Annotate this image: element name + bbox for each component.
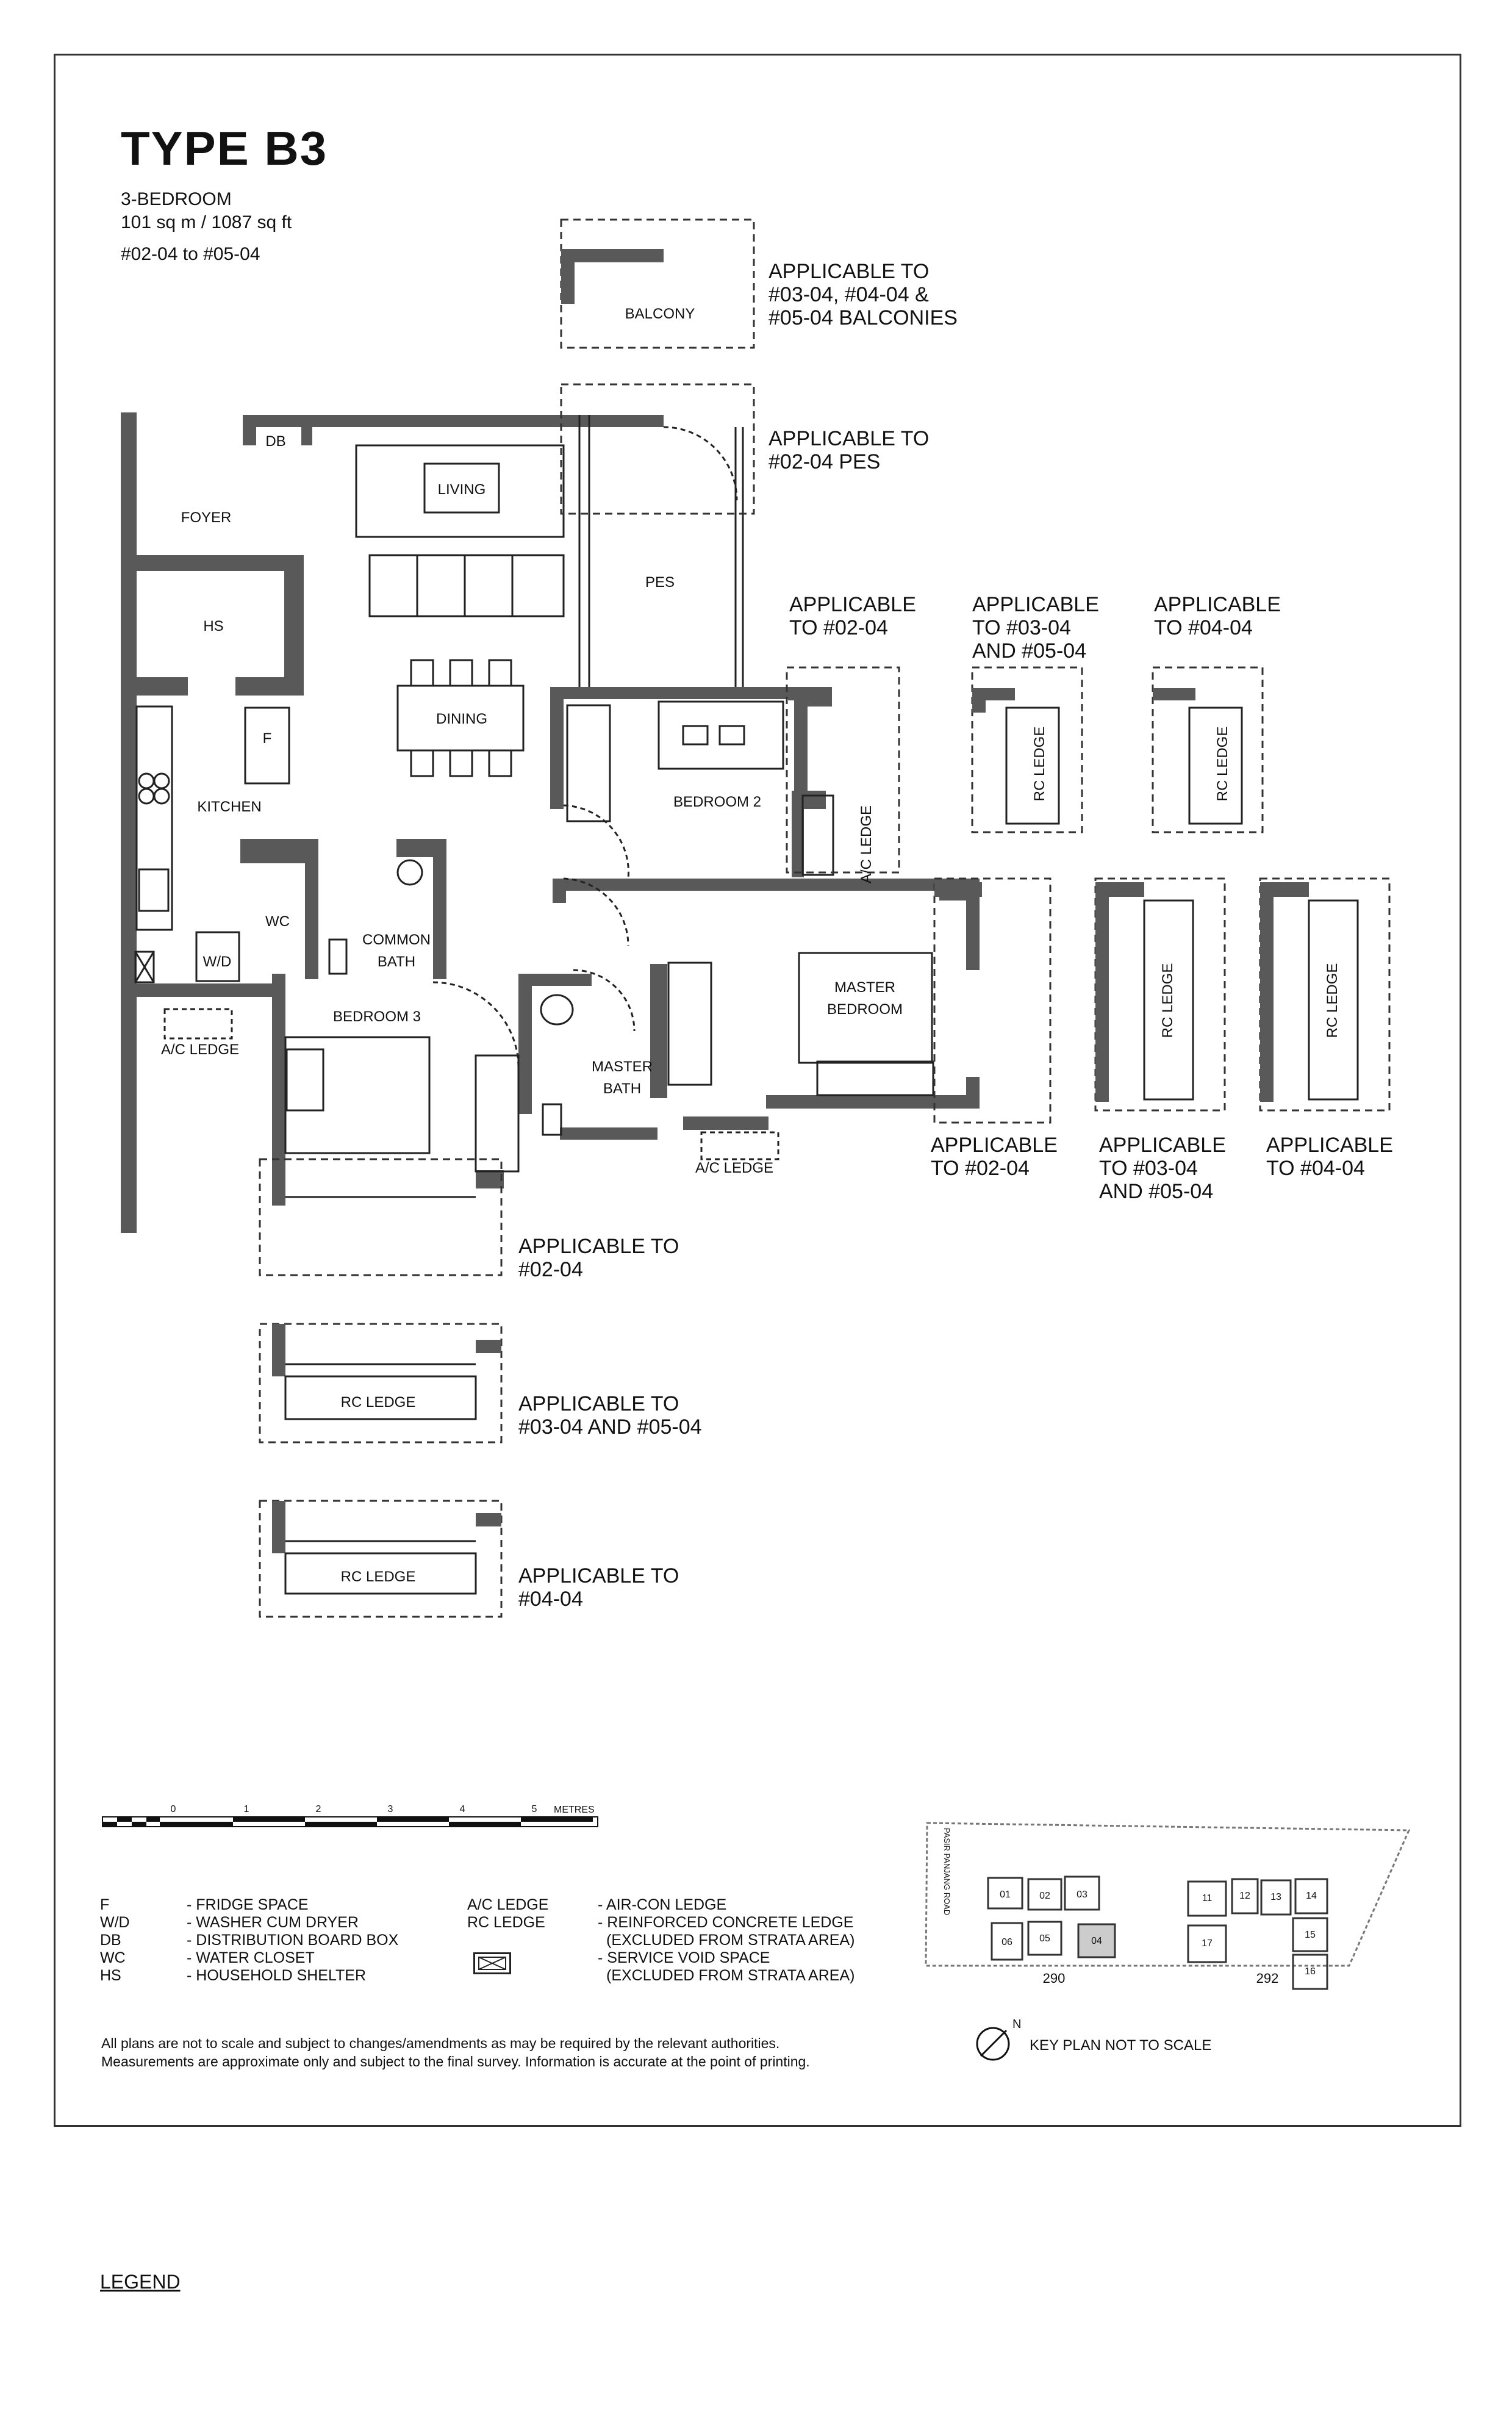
block-05: 05	[1039, 1933, 1050, 1944]
note-line: APPLICABLE TO	[518, 1564, 679, 1587]
service-void-icon	[473, 1952, 511, 1974]
common-bath-label-2: BATH	[377, 954, 416, 970]
scale-tick-5: 5	[531, 1804, 537, 1814]
legend-value: - REINFORCED CONCRETE LEDGE	[598, 1914, 854, 1931]
hs-label: HS	[203, 618, 224, 635]
fridge-label: F	[262, 730, 272, 747]
legend-key: W/D	[100, 1914, 130, 1931]
pes-label: PES	[645, 574, 675, 591]
balcony-label: BALCONY	[625, 306, 695, 322]
applicable-units: #02-04 to #05-04	[121, 244, 260, 264]
legend-key: DB	[100, 1932, 121, 1949]
kitchen-label: KITCHEN	[197, 799, 262, 815]
note-line: APPLICABLE TO	[518, 1392, 679, 1415]
legend-left-keys	[100, 1896, 130, 1985]
note-line: TO #02-04	[789, 616, 888, 639]
note-line: AND #05-04	[1099, 1180, 1214, 1203]
disclaimer-line-2: Measurements are approximate only and subject to the final survey. Information is accurate at the point of printing.	[101, 2054, 810, 2069]
note-line: APPLICABLE TO	[769, 427, 930, 450]
block-02: 02	[1039, 1891, 1050, 1901]
master-0404-note	[1266, 1134, 1393, 1180]
db-label: DB	[265, 433, 286, 450]
disclaimer-line-1: All plans are not to scale and subject to changes/amendments as may be required by the relevant authorities.	[101, 2035, 780, 2051]
block-290-label: 290	[1042, 1971, 1066, 1986]
balcony-note	[769, 260, 958, 329]
note-line: TO #02-04	[931, 1157, 1030, 1180]
walls	[121, 412, 980, 1233]
note-line: TO #03-04	[972, 616, 1071, 639]
note-line: AND #05-04	[972, 639, 1087, 663]
master-bath-label-2: BATH	[603, 1080, 642, 1097]
bed3-0304-note	[518, 1392, 702, 1439]
block-01: 01	[1000, 1889, 1011, 1900]
unit-area: 101 sq m / 1087 sq ft	[121, 212, 292, 232]
bed3-0404-note	[518, 1564, 679, 1611]
note-line: APPLICABLE	[972, 593, 1099, 616]
bed2-0304-note	[972, 593, 1099, 663]
legend-key: A/C LEDGE	[467, 1896, 549, 1913]
note-line: TO #04-04	[1266, 1157, 1365, 1180]
master-bath-label: MASTER	[591, 1059, 653, 1075]
scale-tick-4: 4	[459, 1804, 465, 1814]
rc-ledge-0404-label: RC LEDGE	[340, 1569, 416, 1585]
scale-tick-2: 2	[315, 1804, 321, 1814]
pes-note	[769, 427, 929, 473]
bed3-0204-note	[518, 1235, 679, 1281]
block-13: 13	[1270, 1892, 1281, 1902]
rc-ledge-master-0304-label: RC LEDGE	[1159, 963, 1176, 1038]
legend-title: LEGEND	[100, 2271, 181, 2293]
note-line: #03-04, #04-04 &	[769, 283, 929, 306]
note-line: #05-04 BALCONIES	[769, 306, 958, 329]
master-bedroom-label: MASTER	[834, 979, 896, 996]
wc-label: WC	[265, 913, 290, 930]
ac-ledge-left-label: A/C LEDGE	[160, 1041, 240, 1058]
legend-key: F	[100, 1896, 110, 1913]
north-arrow-icon	[977, 2018, 1021, 2060]
note-line: APPLICABLE	[1154, 593, 1281, 616]
bed2-0404-note	[1154, 593, 1281, 639]
north-label: N	[1012, 2018, 1022, 2031]
legend-key: WC	[100, 1949, 126, 1966]
scale-unit: METRES	[554, 1805, 595, 1815]
bedroom2-label: BEDROOM 2	[673, 794, 762, 810]
key-plan-caption: KEY PLAN NOT TO SCALE	[1030, 2037, 1212, 2054]
note-line: #02-04	[518, 1258, 583, 1281]
note-line: #03-04 AND #05-04	[518, 1415, 702, 1439]
note-line: APPLICABLE	[931, 1134, 1058, 1157]
legend-value: (EXCLUDED FROM STRATA AREA)	[606, 1967, 855, 1984]
key-plan-map	[915, 1806, 1427, 2062]
block-292-label: 292	[1256, 1971, 1279, 1986]
living-label: LIVING	[437, 481, 486, 498]
block-14: 14	[1306, 1891, 1317, 1901]
legend-value: (EXCLUDED FROM STRATA AREA)	[606, 1932, 855, 1949]
block-03: 03	[1077, 1889, 1087, 1900]
master-bedroom-label-2: BEDROOM	[826, 1001, 903, 1018]
rc-ledge-bed2-0404-label: RC LEDGE	[1214, 726, 1231, 802]
note-line: APPLICABLE	[1266, 1134, 1393, 1157]
master-0204-note	[931, 1134, 1058, 1180]
foyer-label: FOYER	[181, 509, 232, 526]
legend-value: - AIR-CON LEDGE	[598, 1896, 727, 1913]
scale-bar	[98, 1800, 610, 1834]
block-06: 06	[1001, 1937, 1012, 1947]
legend-left-values	[187, 1896, 398, 1985]
note-line: APPLICABLE TO	[518, 1235, 679, 1258]
scale-tick-0: 0	[170, 1804, 176, 1814]
legend-value: - FRIDGE SPACE	[187, 1896, 309, 1913]
block-17: 17	[1202, 1938, 1213, 1949]
room-labels	[161, 306, 1341, 1585]
legend-value: - SERVICE VOID SPACE	[598, 1949, 770, 1966]
scale-tick-1: 1	[243, 1804, 249, 1814]
rc-ledge-bed2-0304-label: RC LEDGE	[1031, 726, 1048, 802]
master-0304-note	[1099, 1134, 1226, 1203]
block-11: 11	[1202, 1893, 1213, 1904]
legend-value: - WATER CLOSET	[187, 1949, 315, 1966]
block-16: 16	[1305, 1966, 1316, 1977]
scale-tick-3: 3	[387, 1804, 393, 1814]
rc-ledge-0304-label: RC LEDGE	[340, 1394, 416, 1411]
block-04: 04	[1091, 1936, 1102, 1946]
legend-key: HS	[100, 1967, 121, 1984]
wd-label: W/D	[202, 954, 232, 970]
key-plan	[915, 2270, 1427, 2416]
legend-right-keys	[467, 1896, 548, 1932]
note-line: APPLICABLE	[1099, 1134, 1226, 1157]
block-12: 12	[1239, 1891, 1250, 1901]
plan-title: TYPE B3	[121, 121, 328, 175]
bed2-0204-note	[789, 593, 916, 639]
legend-key: RC LEDGE	[467, 1914, 545, 1931]
note-line: APPLICABLE TO	[769, 260, 930, 283]
legend-value: - DISTRIBUTION BOARD BOX	[187, 1932, 399, 1949]
note-line: TO #04-04	[1154, 616, 1253, 639]
note-line: #02-04 PES	[769, 450, 881, 473]
legend-value: - HOUSEHOLD SHELTER	[187, 1967, 367, 1984]
block-15: 15	[1305, 1930, 1316, 1940]
ac-ledge-right-label: A/C LEDGE	[695, 1160, 774, 1176]
rc-ledge-master-0404-label: RC LEDGE	[1324, 963, 1341, 1038]
legend-value: - WASHER CUM DRYER	[187, 1914, 359, 1931]
common-bath-label: COMMON	[362, 932, 431, 948]
ac-ledge-vertical-label: A/C LEDGE	[858, 805, 875, 884]
dining-label: DINING	[436, 711, 487, 727]
legend-right-values	[598, 1896, 855, 1985]
note-line: APPLICABLE	[789, 593, 916, 616]
unit-type: 3-BEDROOM	[121, 189, 232, 209]
note-line: #04-04	[518, 1587, 583, 1611]
bedroom3-label: BEDROOM 3	[332, 1008, 421, 1025]
note-line: TO #03-04	[1099, 1157, 1198, 1180]
road-label: PASIR PANJANG ROAD	[942, 1828, 951, 1916]
